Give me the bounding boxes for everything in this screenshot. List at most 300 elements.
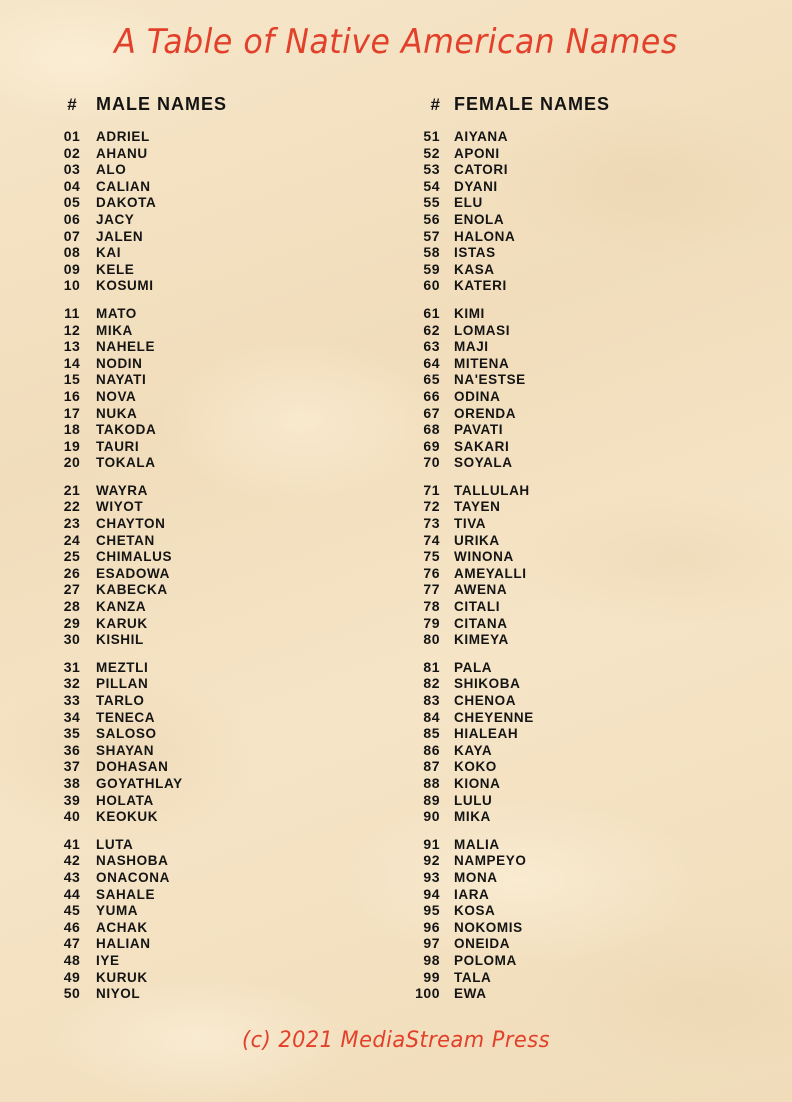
name-number: 52 xyxy=(423,144,440,161)
name-value: ESADOWA xyxy=(96,565,170,581)
list-item xyxy=(48,581,378,598)
list-item xyxy=(48,836,378,853)
list-item xyxy=(404,548,734,565)
name-number: 51 xyxy=(423,128,440,144)
name-number: 72 xyxy=(423,498,440,515)
name-number: 34 xyxy=(63,708,81,725)
name-number: 46 xyxy=(63,918,81,935)
list-item xyxy=(48,388,378,405)
name-number: 09 xyxy=(63,260,81,277)
list-item xyxy=(48,145,378,162)
name-number: 77 xyxy=(423,581,440,598)
name-value: APONI xyxy=(454,145,500,161)
list-item xyxy=(48,709,378,726)
name-value: TIVA xyxy=(454,516,487,532)
list-item xyxy=(404,565,734,582)
name-value: ONEIDA xyxy=(454,936,511,952)
name-number: 04 xyxy=(63,177,81,194)
name-value: MAJI xyxy=(454,339,489,355)
list-item xyxy=(404,322,734,339)
list-item xyxy=(48,498,378,515)
name-value: LOMASI xyxy=(454,322,511,338)
list-item xyxy=(404,355,734,372)
list-item xyxy=(404,194,734,211)
name-value: CHETAN xyxy=(96,532,155,548)
name-value: NOVA xyxy=(96,388,137,404)
name-value: NIYOL xyxy=(96,986,141,1002)
name-group xyxy=(404,836,734,1002)
list-item xyxy=(404,305,734,322)
name-value: URIKA xyxy=(454,532,500,548)
list-item xyxy=(48,758,378,775)
name-value: CHIMALUS xyxy=(96,549,173,565)
name-number: 38 xyxy=(63,774,81,791)
name-number: 91 xyxy=(423,835,440,852)
list-item xyxy=(404,261,734,278)
name-value: KOSA xyxy=(454,903,496,919)
name-value: IYE xyxy=(96,952,120,968)
name-value: KIMI xyxy=(454,305,485,321)
name-value: TALA xyxy=(454,969,492,985)
list-item xyxy=(48,178,378,195)
name-number: 29 xyxy=(63,614,81,631)
name-number: 07 xyxy=(63,227,81,244)
name-number: 01 xyxy=(63,128,81,144)
name-number: 19 xyxy=(63,437,81,454)
name-group xyxy=(404,128,734,294)
list-item xyxy=(404,145,734,162)
list-item xyxy=(404,985,734,1002)
list-item xyxy=(404,935,734,952)
name-value: TOKALA xyxy=(96,455,156,471)
name-number: 70 xyxy=(423,454,440,471)
list-item xyxy=(404,228,734,245)
name-value: JACY xyxy=(96,211,135,227)
name-value: KANZA xyxy=(96,599,147,615)
name-number: 96 xyxy=(423,918,440,935)
list-item xyxy=(404,852,734,869)
name-value: KARUK xyxy=(96,615,148,631)
name-value: YUMA xyxy=(96,903,139,919)
list-item xyxy=(48,322,378,339)
name-value: KASA xyxy=(454,261,495,277)
name-value: HALIAN xyxy=(96,936,151,952)
name-value: KIMEYA xyxy=(454,632,509,648)
name-value: MIKA xyxy=(96,322,133,338)
name-value: MIKA xyxy=(454,809,491,825)
name-number: 36 xyxy=(63,741,81,758)
name-value: MALIA xyxy=(454,836,500,852)
name-value: NAYATI xyxy=(96,372,147,388)
list-item xyxy=(48,515,378,532)
list-item xyxy=(404,532,734,549)
male-name-groups xyxy=(48,128,378,1002)
list-item xyxy=(48,775,378,792)
name-number: 83 xyxy=(423,692,440,708)
name-value: CHAYTON xyxy=(96,516,166,532)
list-item xyxy=(48,902,378,919)
name-number: 82 xyxy=(423,675,440,692)
name-value: NASHOBA xyxy=(96,853,169,869)
name-value: IARA xyxy=(454,886,490,902)
name-number: 30 xyxy=(63,631,81,648)
list-item xyxy=(48,161,378,178)
list-item xyxy=(48,919,378,936)
name-value: KURUK xyxy=(96,969,148,985)
name-group xyxy=(404,305,734,471)
list-item xyxy=(48,305,378,322)
list-item xyxy=(48,692,378,709)
list-item xyxy=(48,438,378,455)
name-number: 71 xyxy=(423,481,440,498)
name-value: KAI xyxy=(96,245,122,261)
name-number: 22 xyxy=(63,498,81,515)
name-number: 75 xyxy=(423,548,440,565)
name-number: 56 xyxy=(423,210,440,227)
list-item xyxy=(48,675,378,692)
name-number: 27 xyxy=(63,581,81,598)
name-number: 95 xyxy=(423,902,440,919)
name-number: 100 xyxy=(415,985,440,1002)
female-name-groups xyxy=(404,128,734,1002)
name-value: MONA xyxy=(454,869,498,885)
list-item xyxy=(404,631,734,648)
list-item xyxy=(48,211,378,228)
name-value: KEOKUK xyxy=(96,809,159,825)
male-column-header xyxy=(48,94,378,124)
list-item xyxy=(48,659,378,676)
list-item xyxy=(404,692,734,709)
name-number: 45 xyxy=(63,902,81,919)
name-group xyxy=(48,128,378,294)
list-item xyxy=(404,808,734,825)
list-item xyxy=(48,405,378,422)
name-number: 13 xyxy=(63,338,81,355)
list-item xyxy=(404,758,734,775)
name-number: 43 xyxy=(63,868,81,885)
name-number: 28 xyxy=(63,598,81,615)
name-number: 20 xyxy=(63,454,81,471)
name-value: MITENA xyxy=(454,355,510,371)
list-item xyxy=(48,194,378,211)
list-item xyxy=(48,598,378,615)
name-value: CITANA xyxy=(454,615,508,631)
name-value: PILLAN xyxy=(96,676,149,692)
male-names-heading: MALE NAMES xyxy=(96,94,227,114)
name-number: 25 xyxy=(63,548,81,565)
name-value: CHEYENNE xyxy=(454,709,534,725)
list-item xyxy=(404,919,734,936)
list-item xyxy=(404,338,734,355)
name-number: 55 xyxy=(423,194,440,211)
name-number: 41 xyxy=(63,835,81,852)
name-number: 65 xyxy=(423,371,440,388)
name-number: 87 xyxy=(423,758,440,775)
name-value: TAKODA xyxy=(96,422,157,438)
name-number: 50 xyxy=(63,985,81,1002)
list-item xyxy=(48,792,378,809)
name-value: KAYA xyxy=(454,742,493,758)
name-value: KISHIL xyxy=(96,632,144,648)
name-value: ENOLA xyxy=(454,211,505,227)
name-value: TENECA xyxy=(96,709,156,725)
name-number: 99 xyxy=(423,968,440,985)
list-item xyxy=(48,338,378,355)
name-value: CITALI xyxy=(454,599,501,615)
list-item xyxy=(404,902,734,919)
name-number: 90 xyxy=(423,808,440,825)
name-number: 89 xyxy=(423,791,440,808)
name-number: 39 xyxy=(63,791,81,808)
name-number: 76 xyxy=(423,564,440,581)
name-number: 79 xyxy=(423,614,440,631)
name-number: 10 xyxy=(63,277,81,294)
name-value: KOKO xyxy=(454,759,497,775)
list-item xyxy=(404,388,734,405)
name-value: TALLULAH xyxy=(454,482,530,498)
name-value: MATO xyxy=(96,305,137,321)
name-value: ONACONA xyxy=(96,869,170,885)
list-item xyxy=(48,952,378,969)
name-group xyxy=(48,482,378,648)
list-item xyxy=(48,244,378,261)
list-item xyxy=(48,454,378,471)
name-number: 80 xyxy=(423,631,440,648)
list-item xyxy=(48,808,378,825)
list-item xyxy=(404,775,734,792)
name-value: DOHASAN xyxy=(96,759,169,775)
name-number: 62 xyxy=(423,321,440,338)
name-number: 68 xyxy=(423,421,440,438)
name-value: KIONA xyxy=(454,775,501,791)
name-value: GOYATHLAY xyxy=(96,775,183,791)
list-item xyxy=(48,935,378,952)
name-value: NA'ESTSE xyxy=(454,372,526,388)
copyright-footer: (c) 2021 MediaStream Press xyxy=(242,1028,550,1053)
name-value: DYANI xyxy=(454,178,498,194)
name-number: 35 xyxy=(63,725,81,742)
name-value: SAKARI xyxy=(454,438,510,454)
name-number: 18 xyxy=(63,421,81,438)
name-value: SHAYAN xyxy=(96,742,155,758)
name-value: JALEN xyxy=(96,228,144,244)
name-number: 15 xyxy=(63,371,81,388)
name-number: 85 xyxy=(423,725,440,742)
name-number: 32 xyxy=(63,675,81,692)
name-number: 61 xyxy=(423,304,440,321)
name-number: 78 xyxy=(423,598,440,615)
name-value: KATERI xyxy=(454,278,507,294)
name-value: WINONA xyxy=(454,549,514,565)
list-item xyxy=(404,438,734,455)
name-number: 02 xyxy=(63,144,81,161)
list-item xyxy=(48,371,378,388)
list-item xyxy=(404,178,734,195)
name-number: 60 xyxy=(423,277,440,294)
list-item xyxy=(404,277,734,294)
list-item xyxy=(404,869,734,886)
list-item xyxy=(48,969,378,986)
name-number: 88 xyxy=(423,774,440,791)
name-group xyxy=(48,659,378,825)
female-names-heading: FEMALE NAMES xyxy=(454,94,610,114)
name-value: HIALEAH xyxy=(454,726,519,742)
name-value: NAHELE xyxy=(96,339,156,355)
name-value: LUTA xyxy=(96,836,134,852)
name-number: 24 xyxy=(63,531,81,548)
list-item xyxy=(404,244,734,261)
name-value: ACHAK xyxy=(96,919,148,935)
name-number: 42 xyxy=(63,852,81,869)
name-value: WAYRA xyxy=(96,482,149,498)
name-value: NUKA xyxy=(96,405,138,421)
list-item xyxy=(48,532,378,549)
list-item xyxy=(48,725,378,742)
name-value: SHIKOBA xyxy=(454,676,521,692)
name-value: TAURI xyxy=(96,438,140,454)
name-number: 94 xyxy=(423,885,440,902)
name-value: HOLATA xyxy=(96,792,154,808)
name-value: CATORI xyxy=(454,162,509,178)
list-item xyxy=(404,581,734,598)
list-item xyxy=(404,725,734,742)
name-value: ADRIEL xyxy=(96,129,150,144)
name-number: 86 xyxy=(423,741,440,758)
name-value: POLOMA xyxy=(454,952,517,968)
name-number: 57 xyxy=(423,227,440,244)
name-value: LULU xyxy=(454,792,493,808)
name-number: 16 xyxy=(63,387,81,404)
name-number: 31 xyxy=(63,658,81,675)
name-value: NODIN xyxy=(96,355,143,371)
list-item xyxy=(404,482,734,499)
name-number: 84 xyxy=(423,708,440,725)
name-number: 47 xyxy=(63,935,81,952)
name-value: HALONA xyxy=(454,228,516,244)
name-value: MEZTLI xyxy=(96,659,149,675)
name-number: 06 xyxy=(63,210,81,227)
name-value: SALOSO xyxy=(96,726,157,742)
list-item xyxy=(404,128,734,145)
name-value: WIYOT xyxy=(96,499,144,515)
list-item xyxy=(404,598,734,615)
list-item xyxy=(404,615,734,632)
list-item xyxy=(48,128,378,145)
list-item xyxy=(404,886,734,903)
list-item xyxy=(48,886,378,903)
list-item xyxy=(404,371,734,388)
name-number: 26 xyxy=(63,564,81,581)
name-number: 03 xyxy=(63,161,81,178)
list-item xyxy=(404,792,734,809)
name-number: 69 xyxy=(423,437,440,454)
name-number: 81 xyxy=(423,658,440,675)
list-item xyxy=(404,742,734,759)
name-value: CHENOA xyxy=(454,693,517,708)
name-group xyxy=(48,305,378,471)
list-item xyxy=(404,498,734,515)
list-item xyxy=(48,742,378,759)
name-number: 54 xyxy=(423,177,440,194)
name-number: 93 xyxy=(423,868,440,885)
list-item xyxy=(48,631,378,648)
name-group xyxy=(404,659,734,825)
list-item xyxy=(404,969,734,986)
name-number: 49 xyxy=(63,968,81,985)
name-value: KOSUMI xyxy=(96,278,154,294)
name-number: 98 xyxy=(423,951,440,968)
name-number: 48 xyxy=(63,951,81,968)
name-number: 21 xyxy=(63,481,81,498)
name-value: PALA xyxy=(454,659,493,675)
name-number: 40 xyxy=(63,808,81,825)
name-number: 58 xyxy=(423,244,440,261)
list-item xyxy=(404,952,734,969)
name-number: 53 xyxy=(423,161,440,178)
name-value: ALO xyxy=(96,162,127,178)
name-value: KABECKA xyxy=(96,582,168,598)
name-number: 23 xyxy=(63,515,81,532)
list-item xyxy=(48,548,378,565)
list-item xyxy=(48,869,378,886)
list-item xyxy=(404,421,734,438)
list-item xyxy=(48,565,378,582)
name-number: 14 xyxy=(63,354,81,371)
name-number: 44 xyxy=(63,885,81,902)
name-value: ORENDA xyxy=(454,405,517,421)
name-number: 74 xyxy=(423,531,440,548)
name-value: CALIAN xyxy=(96,178,151,194)
name-number: 73 xyxy=(423,515,440,532)
list-item xyxy=(404,454,734,471)
list-item xyxy=(48,228,378,245)
name-number: 37 xyxy=(63,758,81,775)
list-item xyxy=(404,405,734,422)
name-number: 05 xyxy=(63,194,81,211)
name-value: AWENA xyxy=(454,582,508,598)
name-number: 17 xyxy=(63,404,81,421)
name-value: ISTAS xyxy=(454,245,496,261)
name-value: ELU xyxy=(454,195,483,211)
list-item xyxy=(404,515,734,532)
name-value: AIYANA xyxy=(454,129,509,144)
name-group xyxy=(404,482,734,648)
name-number: 64 xyxy=(423,354,440,371)
list-item xyxy=(48,482,378,499)
name-value: AHANU xyxy=(96,145,148,161)
list-item xyxy=(404,836,734,853)
female-column-header xyxy=(404,94,734,124)
name-value: PAVATI xyxy=(454,422,504,438)
list-item xyxy=(404,675,734,692)
list-item xyxy=(48,985,378,1002)
list-item xyxy=(404,211,734,228)
name-value: NAMPEYO xyxy=(454,853,527,869)
name-number: 67 xyxy=(423,404,440,421)
male-names-column xyxy=(48,94,378,1013)
list-item xyxy=(48,852,378,869)
name-number: 33 xyxy=(63,692,81,708)
name-number: 97 xyxy=(423,935,440,952)
name-value: TAYEN xyxy=(454,499,501,515)
list-item xyxy=(48,277,378,294)
list-item xyxy=(48,355,378,372)
name-number: 92 xyxy=(423,852,440,869)
name-number: 12 xyxy=(63,321,81,338)
female-names-column xyxy=(404,94,734,1013)
list-item xyxy=(48,615,378,632)
name-number: 11 xyxy=(64,304,80,321)
